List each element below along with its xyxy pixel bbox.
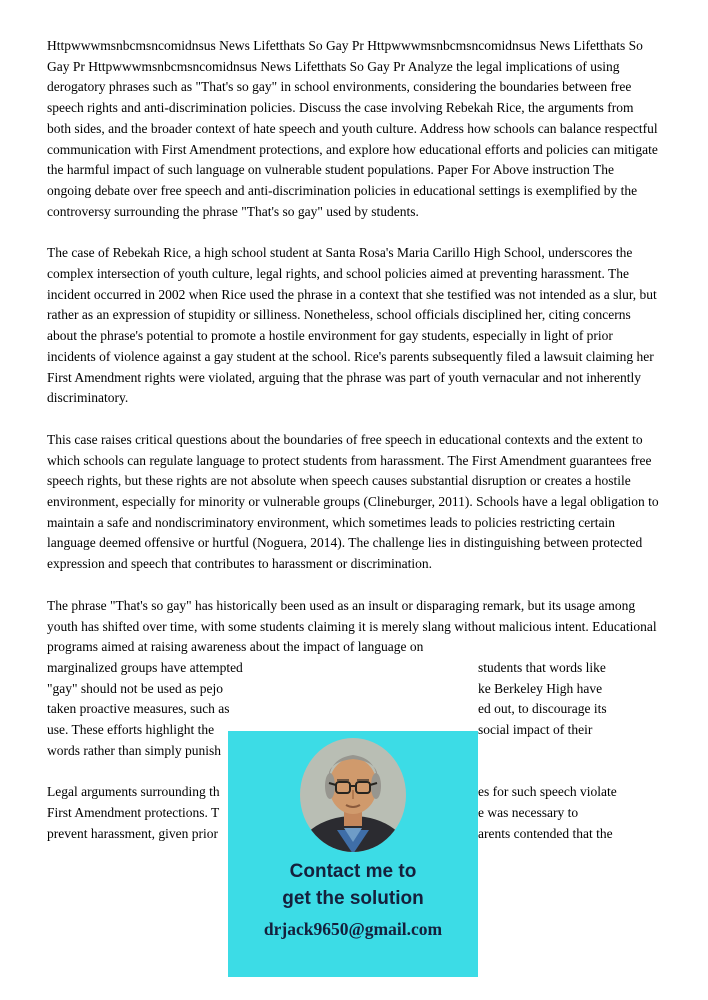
line-right-fragment: arents contended that the: [478, 825, 613, 841]
man-portrait-icon: [300, 738, 406, 852]
line-right-fragment: social impact of their: [478, 722, 593, 738]
contact-text-line-2: get the solution: [282, 888, 424, 909]
line-left-fragment: marginalized groups have attempted: [47, 659, 243, 675]
text-line: [47, 679, 660, 700]
document-content: [47, 36, 660, 844]
paragraph: This case raises critical questions about the boundaries of free speech in educational contexts and the extent to which schools can regulate language to protect students from harassment. The First Amendment guarantees free speech rights, but these rights are not absolute when speech causes substantial disruption or creates a hostile environment, especially for minority or vulnerable groups (Clineburger, 2011). Schools have a legal obligation to maintain a safe and nondiscriminatory environment, which sometimes leads to policies restricting certain language deemed offensive or hurtful (Noguera, 2014). The challenge lies in distinguishing between protected expression and speech that contributes to harassment or discrimination.: [47, 431, 659, 572]
contact-email: drjack9650@gmail.com: [263, 919, 443, 939]
contact-overlay: [228, 731, 478, 977]
line-left-fragment: use. These efforts highlight the: [47, 722, 215, 738]
line-right-fragment: ke Berkeley High have: [478, 680, 603, 696]
paragraph-partially-obscured: The phrase "That's so gay" has historically been used as an insult or disparaging remark, but its usage among youth has shifted over time, with some students claiming it is merely slang without malicious intent. Educational programs aimed at raising awareness about the impact of language on: [47, 597, 657, 655]
paragraph: The case of Rebekah Rice, a high school student at Santa Rosa's Maria Carillo High School, underscores the complex intersection of youth culture, legal rights, and school policies aimed at preventing harassment. The incident occurred in 2002 when Rice used the phrase in a context that she testified was not intended as a slur, but rather as an expression of stupidity or silliness. Nonetheless, school officials disciplined her, citing concerns about the phrase's potential to promote a hostile environment for gay students, especially in light of prior incidents of violence against a gay student at the school. Rice's parents subsequently filed a lawsuit claiming her First Amendment rights were violated, arguing that the phrase was part of youth vernacular and not inherently discriminatory.: [47, 245, 657, 406]
portrait-photo: [300, 738, 406, 852]
line-right-fragment: e was necessary to: [478, 805, 579, 821]
text-line: [47, 699, 660, 720]
line-left-fragment: First Amendment protections. T: [47, 805, 220, 821]
line-right-fragment: ed out, to discourage its: [478, 701, 607, 717]
paragraph: Httpwwwmsnbcmsncomidnsus News Lifetthats So Gay Pr Httpwwwmsnbcmsncomidnsus News Lifetthats So Gay Pr Httpwwwmsnbcmsncomidnsus News Lifetthats So Gay Pr Analyze the legal implications of using derogatory phrases such as "That's so gay" in school environments, considering the boundaries between free speech rights and anti-discrimination policies. Discuss the case involving Rebekah Rice, the arguments from both sides, and the broader context of hate speech and youth culture. Address how schools can balance respectful communication with First Amendment protections, and explore how educational efforts and policies can mitigate the harmful impact of such language on vulnerable student populations. Paper For Above instruction The ongoing debate over free speech and anti-discrimination policies in educational settings is exemplified by the controversy surrounding the phrase "That's so gay" used by students.: [47, 38, 658, 219]
line-right-fragment: es for such speech violate: [478, 784, 617, 800]
line-right-fragment: students that words like: [478, 659, 606, 675]
contact-text-line-1: Contact me to: [289, 861, 417, 882]
line-left-fragment: taken proactive measures, such as: [47, 701, 230, 717]
line-left-fragment: prevent harassment, given prior: [47, 825, 218, 841]
line-left-fragment: "gay" should not be used as pejo: [47, 680, 223, 696]
line-left-fragment: Legal arguments surrounding th: [47, 784, 220, 800]
text-line: [47, 658, 660, 679]
line-left-fragment: words rather than simply punish: [47, 742, 221, 758]
